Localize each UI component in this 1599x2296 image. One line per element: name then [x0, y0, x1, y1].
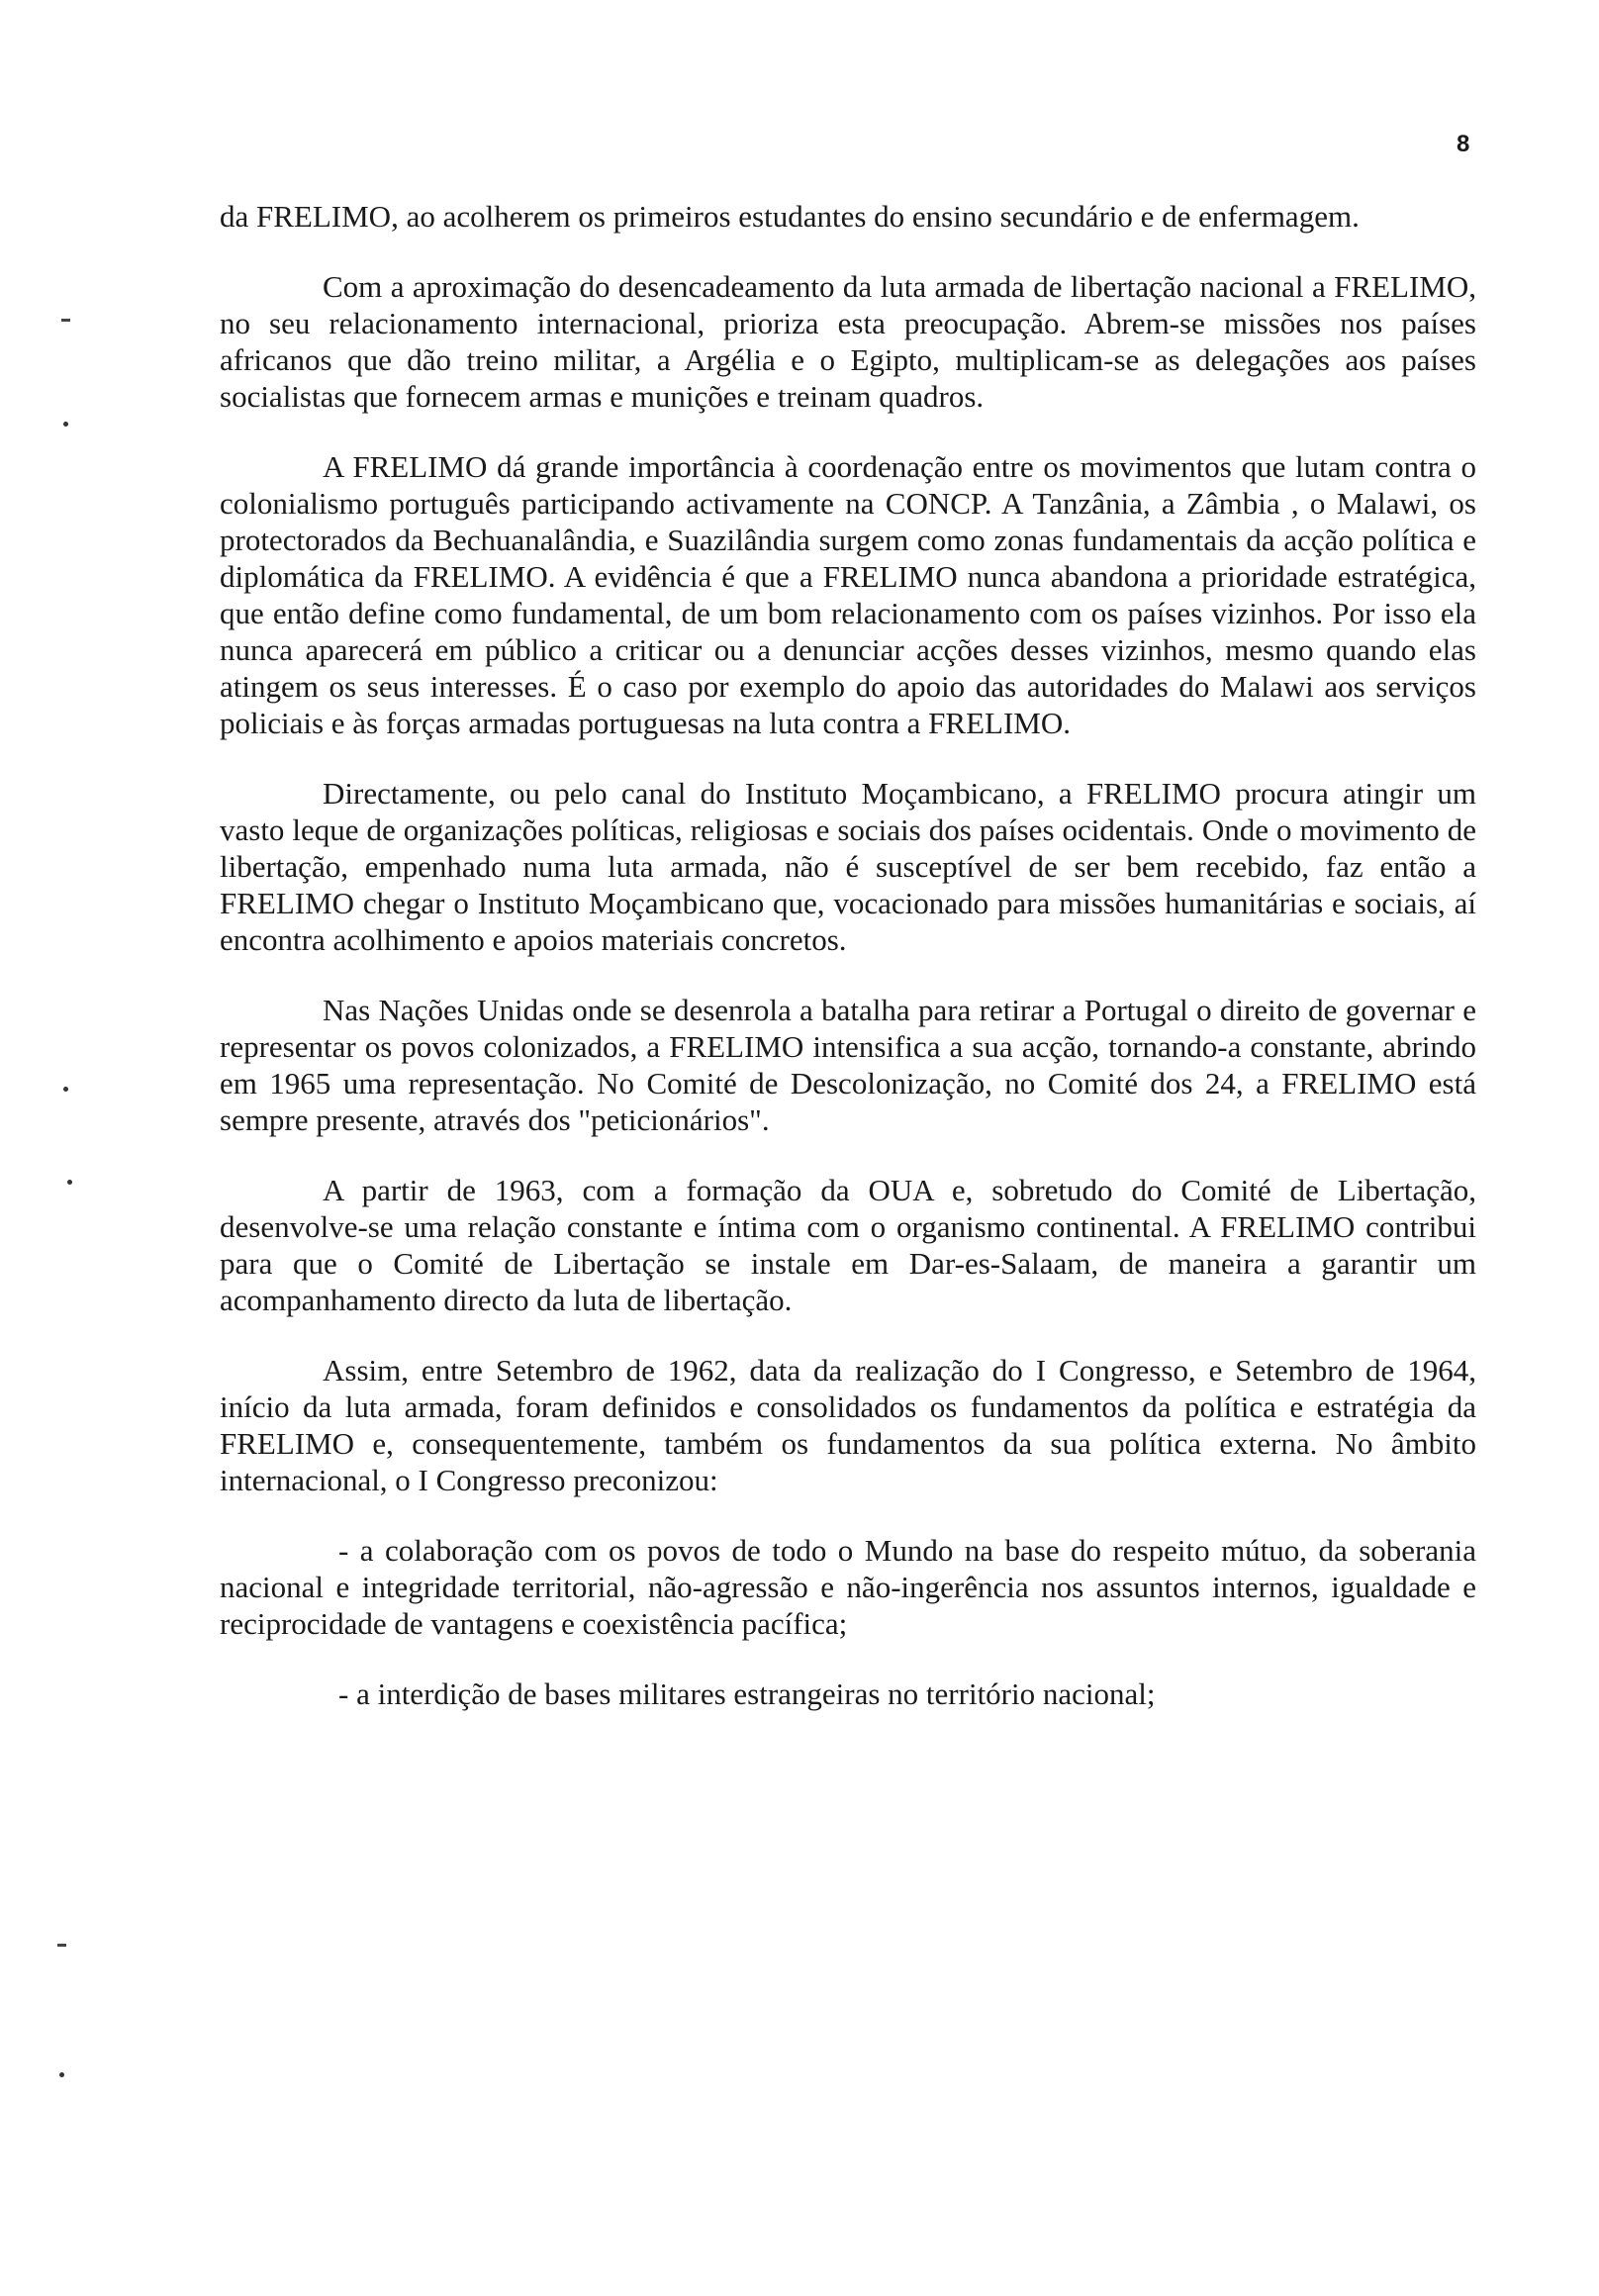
margin-mark [67, 1180, 72, 1185]
list-item-2: - a interdição de bases militares estrangeiras no território nacional; [338, 1676, 1156, 1711]
paragraph-3: A FRELIMO dá grande importância à coordenação entre os movimentos que lutam contra o colonialismo português participando activamente na CONCP. A Tanzânia, a Zâmbia , o Malawi, os protectorados da Bechuanalândia, e Suazilândia surgem como zonas fundamentais da acção política e diplomática da FRELIMO. A evidência é que a FRELIMO nunca abandona a prioridade estratégica, que então define como fundamental, de um bom relacionamento com os países vizinhos. Por isso ela nunca aparecerá em público a criticar ou a denunciar acções desses vizinhos, mesmo quando elas atingem os seus interesses. É o caso por exemplo do apoio das autoridades do Malawi aos serviços policiais e às forças armadas portuguesas na luta contra a FRELIMO. [220, 449, 1476, 740]
paragraph-4: Directamente, ou pelo canal do Instituto Moçambicano, a FRELIMO procura atingir um vasto leque de organizações políticas, religiosas e sociais dos países ocidentais. Onde o movimento de libertação, empenhado numa luta armada, não é susceptível de ser bem recebido, faz então a FRELIMO chegar o Instituto Moçambicano que, vocacionado para missões humanitárias e sociais, aí encontra acolhimento e apoios materiais concretos. [220, 776, 1476, 957]
paragraph-6: A partir de 1963, com a formação da OUA e, sobretudo do Comité de Libertação, desenvolve-se uma relação constante e íntima com o organismo continental. A FRELIMO contribui para que o Comité de Libertação se instale em Dar-es-Salaam, de maneira a garantir um acompanhamento directo da luta de libertação. [220, 1173, 1476, 1317]
paragraph-1: da FRELIMO, ao acolherem os primeiros estudantes do ensino secundário e de enfermagem. [220, 199, 1360, 234]
margin-mark [57, 1944, 66, 1947]
margin-mark [61, 319, 70, 322]
paragraph-2: Com a aproximação do desencadeamento da luta armada de libertação nacional a FRELIMO, no seu relacionamento internacional, prioriza esta preocupação. Abrem-se missões nos países africanos que dão treino militar, a Argélia e o Egipto, multiplicam-se as delegações aos países socialistas que fornecem armas e munições e treinam quadros. [220, 269, 1476, 414]
list-item-1: - a colaboração com os povos de todo o Mundo na base do respeito mútuo, da soberania nacional e integridade territorial, não-agressão e não-ingerência nos assuntos internos, igualdade e reciprocidade de vantagens e coexistência pacífica; [220, 1533, 1476, 1641]
page-number: 8 [1457, 131, 1470, 157]
paragraph-7: Assim, entre Setembro de 1962, data da realização do I Congresso, e Setembro de 1964, início da luta armada, foram definidos e consolidados os fundamentos da política e estratégia da FRELIMO e, consequentemente, também os fundamentos da sua política externa. No âmbito internacional, o I Congresso preconizou: [220, 1353, 1476, 1497]
margin-mark [63, 422, 68, 427]
margin-mark [63, 1087, 68, 1092]
paragraph-5: Nas Nações Unidas onde se desenrola a batalha para retirar a Portugal o direito de governar e representar os povos colonizados, a FRELIMO intensifica a sua acção, tornando-a constante, abrindo em 1965 uma representação. No Comité de Descolonização, no Comité dos 24, a FRELIMO está sempre presente, através dos "peticionários". [220, 993, 1476, 1137]
margin-mark [59, 2072, 64, 2077]
document-body [220, 198, 1476, 1746]
